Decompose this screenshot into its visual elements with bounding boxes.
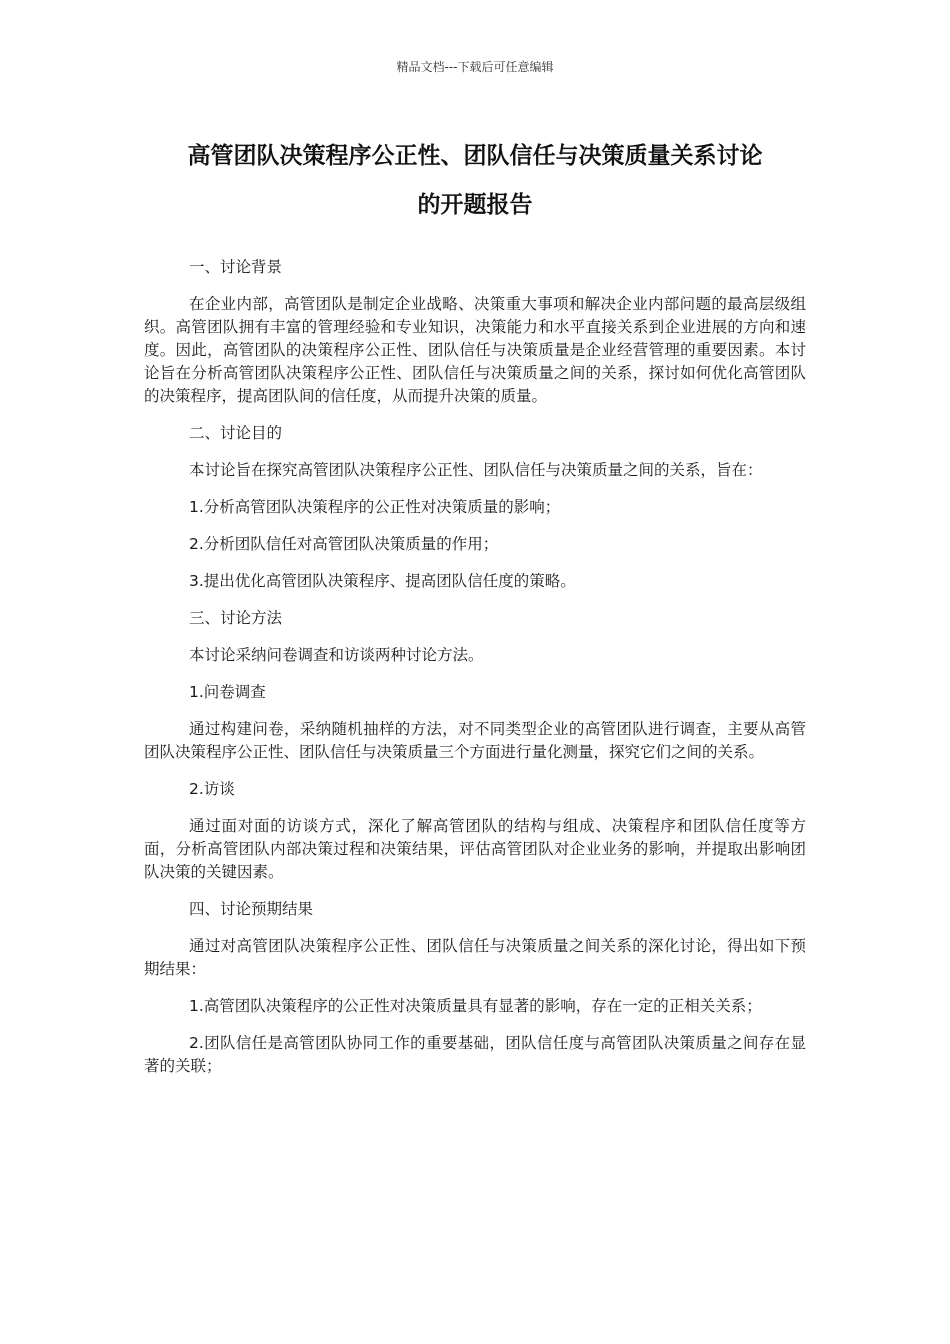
section-heading-method: 三、讨论方法 <box>189 609 283 627</box>
section-heading-background: 一、讨论背景 <box>189 258 283 276</box>
page-header-note: 精品文档---下载后可任意编辑 <box>396 60 554 74</box>
paragraph-questionnaire: 通过构建问卷，采纳随机抽样的方法，对不同类型企业的高管团队进行调查，主要从高管团队决策程序公正性、团队信任与决策质量三个方面进行量化测量，探究它们之间的关系。 <box>144 720 806 761</box>
section-heading-purpose: 二、讨论目的 <box>189 424 283 442</box>
list-item-expected-2: 2.团队信任是高管团队协同工作的重要基础，团队信任度与高管团队决策质量之间存在显著的关联； <box>144 1034 806 1075</box>
subheading-interview: 2.访谈 <box>189 780 235 798</box>
document-title-line-1: 高管团队决策程序公正性、团队信任与决策质量关系讨论 <box>187 143 763 169</box>
list-item-purpose-1: 1.分析高管团队决策程序的公正性对决策质量的影响； <box>189 498 561 516</box>
document-title-line-2: 的开题报告 <box>417 192 533 218</box>
list-item-purpose-2: 2.分析团队信任对高管团队决策质量的作用； <box>189 535 499 553</box>
document-title <box>140 132 810 230</box>
list-item-purpose-3: 3.提出优化高管团队决策程序、提高团队信任度的策略。 <box>189 572 576 590</box>
list-item-expected-1: 1.高管团队决策程序的公正性对决策质量具有显著的影响，存在一定的正相关关系； <box>189 997 762 1015</box>
paragraph-purpose-intro: 本讨论旨在探究高管团队决策程序公正性、团队信任与决策质量之间的关系，旨在： <box>189 461 763 479</box>
paragraph-expected-intro: 通过对高管团队决策程序公正性、团队信任与决策质量之间关系的深化讨论，得出如下预期结果： <box>144 937 806 978</box>
section-heading-expected-results: 四、讨论预期结果 <box>189 900 314 918</box>
paragraph-background: 在企业内部，高管团队是制定企业战略、决策重大事项和解决企业内部问题的最高层级组织。高管团队拥有丰富的管理经验和专业知识，决策能力和水平直接关系到企业进展的方向和速度。因此，高管团队的决策程序公正性、团队信任与决策质量是企业经营管理的重要因素。本讨论旨在分析高管团队决策程序公正性、团队信任与决策质量之间的关系，探讨如何优化高管团队的决策程序，提高团队间的信任度，从而提升决策的质量。 <box>144 295 806 405</box>
document-body <box>144 256 806 1092</box>
paragraph-method-intro: 本讨论采纳问卷调查和访谈两种讨论方法。 <box>189 646 484 664</box>
paragraph-interview: 通过面对面的访谈方式，深化了解高管团队的结构与组成、决策程序和团队信任度等方面，分析高管团队内部决策过程和决策结果，评估高管团队对企业业务的影响，并提取出影响团队决策的关键因素。 <box>144 817 806 881</box>
subheading-questionnaire: 1.问卷调查 <box>189 683 266 701</box>
